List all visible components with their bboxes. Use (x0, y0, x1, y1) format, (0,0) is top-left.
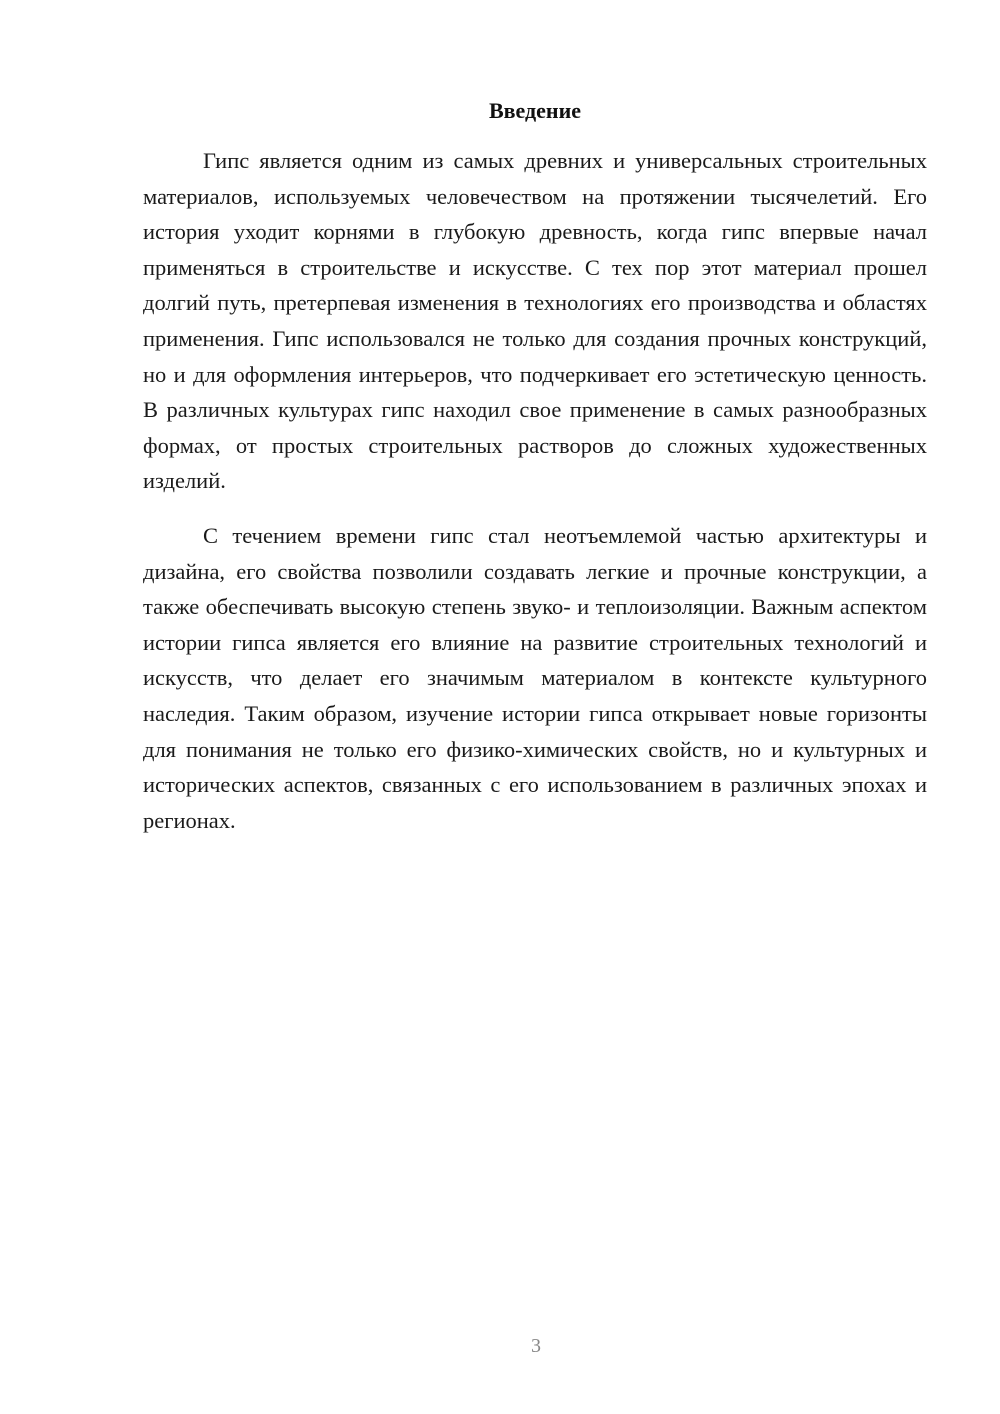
page-content (143, 96, 927, 838)
section-heading: Введение (488, 98, 582, 123)
paragraph-2: С течением времени гипс стал неотъемлемой частью архитектуры и дизайна, его свойства позволили создавать легкие и прочные конструкции, а также обеспечивать высокую степень звуко- и теплоизоляции. Важным аспектом истории гипса является его влияние на развитие строительных технологий и искусств, что делает его значимым материалом в контексте культурного наследия. Таким образом, изучение истории гипса открывает новые горизонты для понимания не только его физико-химических свойств, но и культурных и исторических аспектов, связанных с его использованием в различных эпохах и регионах. (143, 522, 927, 833)
page-number: 3 (531, 1335, 541, 1357)
paragraph-1: Гипс является одним из самых древних и универсальных строительных материалов, используемых человечеством на протяжении тысячелетий. Его история уходит корнями в глубокую древность, когда гипс впервые начал применяться в строительстве и искусстве. С тех пор этот материал прошел долгий путь, претерпевая изменения в технологиях его производства и областях применения. Гипс использовался не только для создания прочных конструкций, но и для оформления интерьеров, что подчеркивает его эстетическую ценность. В различных культурах гипс находил свое применение в самых разнообразных формах, от простых строительных растворов до сложных художественных изделий. (143, 148, 927, 494)
